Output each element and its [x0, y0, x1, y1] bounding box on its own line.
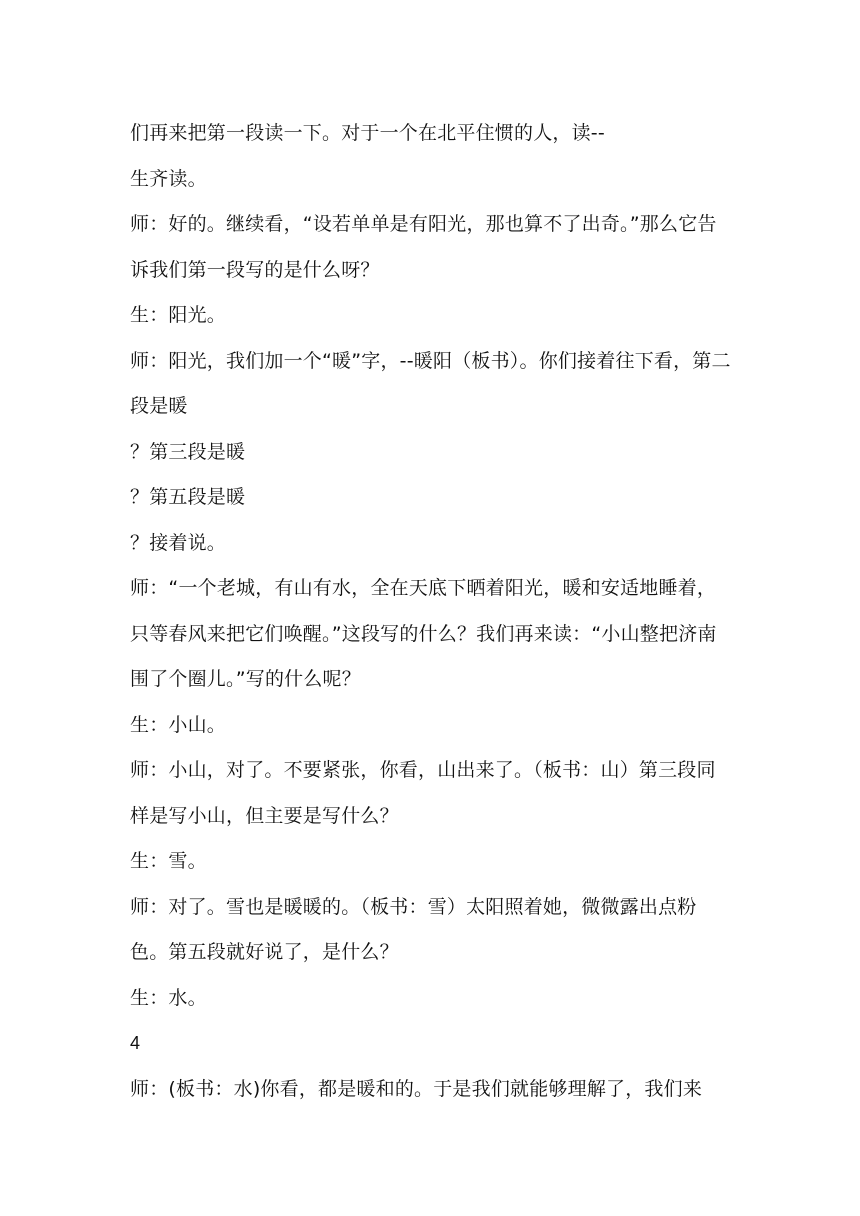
paragraph-teacher-sunshine-quote: 师：好的。继续看，“设若单单是有阳光，那也算不了出奇。”那么它告诉我们第一段写的是什么呀？: [130, 213, 717, 281]
paragraph-teacher-hills: 师：小山，对了。不要紧张，你看，山出来了。（板书：山）第三段同样是写小山，但主要是写什么？: [130, 759, 716, 827]
paragraph-section-three-question: ？第三段是暖: [130, 440, 246, 463]
paragraph-students-read: 生齐读。: [130, 167, 207, 190]
paragraph-student-snow: 生：雪。: [130, 850, 207, 872]
paragraph-student-hills: 生：小山。: [130, 713, 227, 736]
paragraph-student-water: 生：水。: [130, 986, 207, 1009]
paragraph-continue: ？接着说。: [130, 531, 227, 554]
paragraph-teacher-warm-sun: 师：阳光，我们加一个“暖”字，--暖阳（板书）。你们接着往下看，第二段是暖: [130, 349, 731, 417]
paragraph-student-sunshine: 生：阳光。: [130, 304, 227, 326]
page-number: 4: [130, 1033, 141, 1053]
document-body: [130, 111, 732, 1112]
paragraph-section-five-question: ？第五段是暖: [130, 486, 246, 508]
paragraph-read-first-section: 们再来把第一段读一下。对于一个在北平住惯的人，读--: [130, 122, 605, 144]
paragraph-teacher-snow: 师：对了。雪也是暖暖的。（板书：雪）太阳照着她，微微露出点粉色。第五段就好说了，是什么？: [130, 895, 697, 963]
paragraph-teacher-water: 师：(板书：水)你看，都是暖和的。于是我们就能够理解了，我们来: [130, 1077, 703, 1100]
paragraph-old-city-quote: 师：“一个老城，有山有水，全在天底下晒着阳光，暖和安适地睡着，只等春风来把它们唤醒。”这段写的什么？我们再来读：“小山整把济南围了个圈儿。”写的什么呢？: [130, 577, 717, 690]
